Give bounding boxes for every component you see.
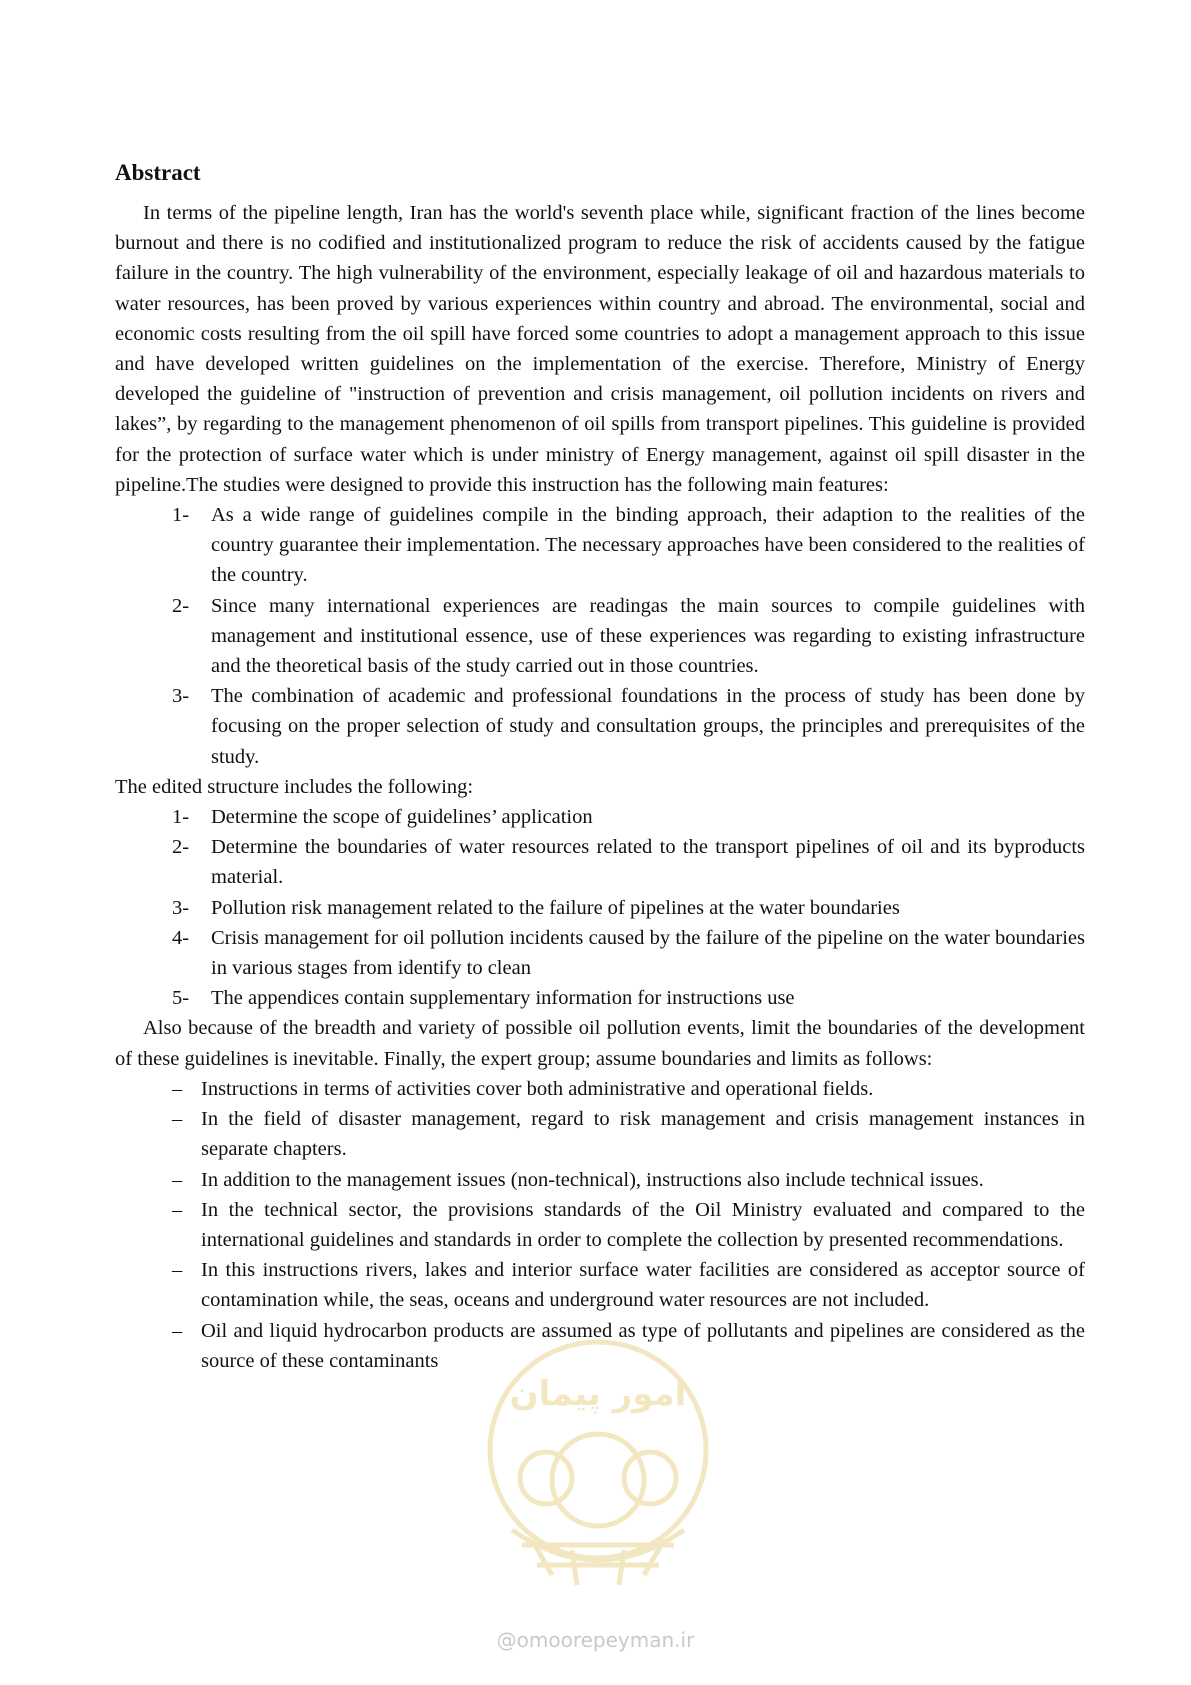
features-list (115, 500, 1085, 772)
list-number: 5- (172, 987, 190, 1010)
list-item-text: In this instructions rivers, lakes and interior surface water facilities are considered as acceptor source of contamination while, the seas, oceans and underground water resources are not included. (201, 1259, 1085, 1312)
list-item (172, 1316, 1085, 1376)
list-item (172, 832, 1085, 892)
limits-paragraph: Also because of the breadth and variety of possible oil pollution events, limit the boundaries of the development of these guidelines is inevitable. Finally, the expert group; assume boundaries and limits as follows: (115, 1017, 1085, 1070)
list-item-text: Determine the boundaries of water resources related to the transport pipelines of oil and its byproducts material. (211, 836, 1085, 889)
list-item (172, 923, 1085, 983)
watermark-site-text: omoorepeyman.ir (516, 1628, 695, 1652)
svg-text:امور پیمان: امور پیمان (509, 1374, 687, 1414)
dash-bullet: – (172, 1168, 183, 1191)
list-item-text: In the field of disaster management, regard to risk management and crisis management instances in separate chapters. (201, 1108, 1085, 1161)
list-number: 3- (172, 685, 190, 708)
dash-bullet: – (172, 1319, 183, 1342)
dash-bullet: – (172, 1259, 183, 1282)
list-item-text: In addition to the management issues (non-technical), instructions also include technical issues. (201, 1168, 984, 1191)
list-item-text: Oil and liquid hydrocarbon products are assumed as type of pollutants and pipelines are considered as the source of these contaminants (201, 1319, 1085, 1372)
list-item (172, 591, 1085, 682)
list-item-text: The appendices contain supplementary information for instructions use (211, 987, 795, 1010)
list-item-text: As a wide range of guidelines compile in the binding approach, their adaption to the realities of the country guarantee their implementation. The necessary approaches have been considered to the realities of the country. (211, 504, 1085, 587)
list-item (172, 893, 1085, 923)
list-number: 4- (172, 926, 190, 949)
list-item-text: Instructions in terms of activities cover both administrative and operational fields. (201, 1077, 874, 1100)
list-item (172, 1074, 1085, 1104)
watermark-site (0, 1628, 1191, 1652)
list-number: 1- (172, 504, 190, 527)
list-item (172, 983, 1085, 1013)
list-item-text: Determine the scope of guidelines’ application (211, 806, 593, 829)
limits-list (115, 1074, 1085, 1376)
list-item-text: The combination of academic and professional foundations in the process of study has been done by focusing on the proper selection of study and consultation groups, the principles and prerequisites of the study. (211, 685, 1085, 768)
dash-bullet: – (172, 1108, 183, 1131)
list-item (172, 1255, 1085, 1315)
list-item-text: Since many international experiences are readingas the main sources to compile guidelines with management and institutional essence, use of these experiences was regarding to existing infrastructure and the theoretical basis of the study carried out in those countries. (211, 594, 1085, 678)
list-item (172, 1195, 1085, 1255)
structure-list (115, 802, 1085, 1013)
intro-paragraph: In terms of the pipeline length, Iran has the world's seventh place while, significant fraction of the lines become burnout and there is no codified and institutionalized program to reduce the risk of accidents caused by the fatigue failure in the country. The high vulnerability of the environment, especially leakage of oil and hazardous materials to water resources, has been proved by various experiences within country and abroad. The environmental, social and economic costs resulting from the oil spill have forced some countries to adopt a management approach to this issue and have developed written guidelines on the implementation of the exercise. Therefore, Ministry of Energy developed the guideline of "instruction of prevention and crisis management, oil pollution incidents on rivers and lakes”, by regarding to the management phenomenon of oil spills from transport pipelines. This guideline is provided for the protection of surface water which is under ministry of Energy management, against oil spill disaster in the pipeline.The studies were designed to provide this instruction has the following main features: (115, 202, 1085, 496)
list-number: 1- (172, 806, 190, 829)
list-item (172, 500, 1085, 591)
list-item-text: In the technical sector, the provisions standards of the Oil Ministry evaluated and compared to the international guidelines and standards in order to complete the collection by presented recommendations. (201, 1198, 1085, 1251)
list-item-text: Crisis management for oil pollution incidents caused by the failure of the pipeline on the water boundaries in various stages from identify to clean (211, 926, 1085, 980)
dash-bullet: – (172, 1077, 183, 1100)
document-page (115, 158, 1085, 1376)
structure-intro: The edited structure includes the following: (115, 775, 474, 798)
list-number: 2- (172, 594, 190, 617)
dash-bullet: – (172, 1198, 183, 1221)
abstract-heading: Abstract (115, 160, 201, 185)
at-icon: @ (496, 1628, 517, 1652)
list-item (172, 681, 1085, 772)
list-number: 3- (172, 896, 190, 919)
list-item (172, 802, 1085, 832)
list-item-text: Pollution risk management related to the failure of pipelines at the water boundaries (211, 896, 900, 919)
list-number: 2- (172, 836, 190, 859)
list-item (172, 1104, 1085, 1164)
list-item (172, 1165, 1085, 1195)
